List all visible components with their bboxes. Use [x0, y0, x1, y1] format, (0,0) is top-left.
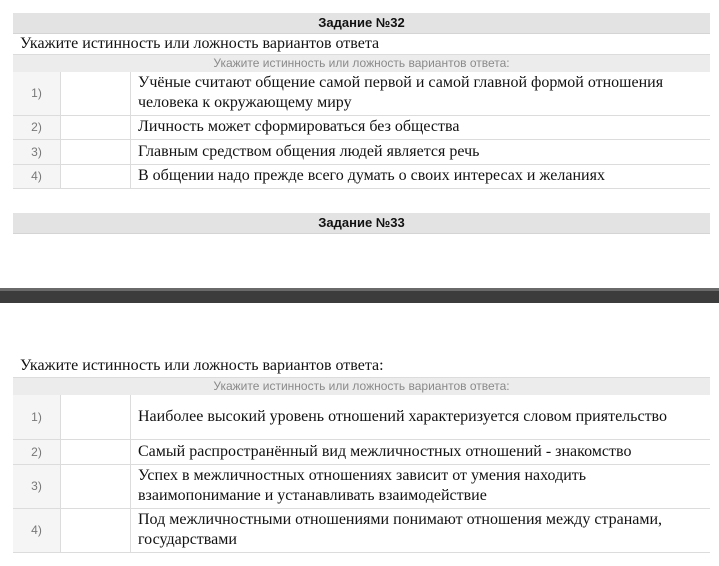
table-row	[13, 508, 710, 552]
table-row	[13, 72, 710, 115]
answer-text: Под межличностными отношениями понимают отношения между странами, государствами	[131, 508, 711, 552]
table-row	[13, 395, 710, 439]
row-number: 3)	[13, 139, 61, 164]
task-33-content	[13, 355, 710, 553]
answer-cell[interactable]	[61, 115, 131, 139]
answer-cell[interactable]	[61, 72, 131, 115]
task-32-question: Укажите истинность или ложность вариантов ответа	[13, 34, 710, 55]
answer-cell[interactable]	[61, 164, 131, 188]
task-33-header: Задание №33	[13, 213, 710, 234]
task-33-question: Укажите истинность или ложность вариантов ответа:	[13, 355, 710, 378]
answer-cell[interactable]	[61, 439, 131, 464]
row-number: 4)	[13, 508, 61, 552]
task-33	[13, 213, 710, 234]
row-number: 1)	[13, 395, 61, 439]
task-33-subheader: Укажите истинность или ложность вариантов ответа:	[13, 378, 710, 395]
task-32	[13, 13, 710, 189]
answer-cell[interactable]	[61, 464, 131, 508]
task-33-answers-table	[13, 395, 710, 553]
task-32-answers-table	[13, 72, 710, 189]
row-number: 2)	[13, 115, 61, 139]
answer-text: Самый распространённый вид межличностных отношений - знакомство	[131, 439, 711, 464]
task-32-header: Задание №32	[13, 13, 710, 34]
answer-cell[interactable]	[61, 508, 131, 552]
table-row	[13, 115, 710, 139]
table-row	[13, 464, 710, 508]
table-row	[13, 164, 710, 188]
answer-text: В общении надо прежде всего думать о своих интересах и желаниях	[131, 164, 711, 188]
separator-bar	[0, 291, 719, 303]
answer-text: Успех в межличностных отношениях зависит от умения находить взаимопонимание и устанавливать взаимодействие	[131, 464, 711, 508]
row-number: 3)	[13, 464, 61, 508]
table-row	[13, 139, 710, 164]
row-number: 1)	[13, 72, 61, 115]
table-row	[13, 439, 710, 464]
task-32-subheader: Укажите истинность или ложность вариантов ответа:	[13, 55, 710, 72]
row-number: 2)	[13, 439, 61, 464]
answer-text: Главным средством общения людей является речь	[131, 139, 711, 164]
answer-cell[interactable]	[61, 395, 131, 439]
answer-text: Наиболее высокий уровень отношений характеризуется словом приятельство	[131, 395, 711, 439]
answer-text: Учёные считают общение самой первой и самой главной формой отношения человека к окружающему миру	[131, 72, 711, 115]
answer-text: Личность может сформироваться без общества	[131, 115, 711, 139]
row-number: 4)	[13, 164, 61, 188]
answer-cell[interactable]	[61, 139, 131, 164]
